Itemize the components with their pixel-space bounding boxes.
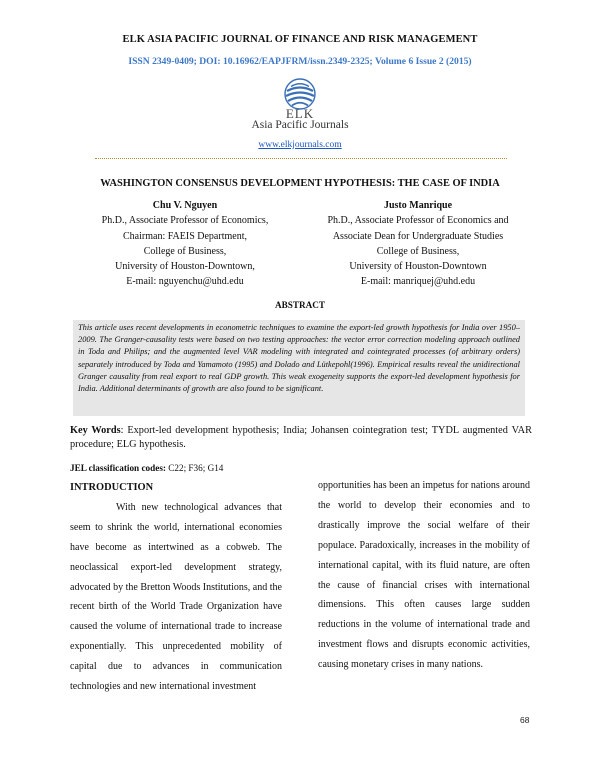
author-name: Justo Manrique [383,200,453,211]
jel-label: JEL classification codes: [70,463,166,473]
journal-title: ELK ASIA PACIFIC JOURNAL OF FINANCE AND RISK MANAGEMENT [122,34,478,45]
author-block-1 [65,198,305,290]
right-column [318,476,530,675]
author-affiliation-line: University of Houston-Downtown, [115,261,255,273]
author-email: E-mail: manriquej@uhd.edu [360,276,476,288]
author-affiliation-line: College of Business, [376,245,460,257]
intro-paragraph-right: opportunities has been an impetus for nations around the world to develop their economies and to drastically improve the social welfare of their populace. Paradoxically, increases in the mobility of international capital, with its fluid nature, are often the cause of financial crises with international dimensions. This often causes large sudden reductions in the volume of international trade and investment flows and disrupts economic activities, causing monetary crises in many nations. [318,480,530,671]
author-name: Chu V. Nguyen [152,200,218,211]
author-affiliation-line: Ph.D., Associate Professor of Economics, [101,215,269,227]
jel-codes [70,463,223,473]
introduction-heading: INTRODUCTION [70,482,154,493]
page-number: 68 [520,715,530,725]
issn-doi-line: ISSN 2349-0409; DOI: 10.16962/EAPJFRM/issn.2349-2325; Volume 6 Issue 2 (2015) [128,56,472,67]
keywords-text: : Export-led development hypothesis; India; Johansen cointegration test; TYDL augmented VAR procedure; ELG hypothesis. [70,425,532,450]
author-block-2 [298,198,538,290]
logo-elk-text: ELK [285,106,315,121]
author-email: E-mail: nguyenchu@uhd.edu [126,276,244,288]
paper-title: WASHINGTON CONSENSUS DEVELOPMENT HYPOTHESIS: THE CASE OF INDIA [100,178,500,189]
intro-paragraph-left: With new technological advances that seem to shrink the world, international economies have become as intertwined as a cobweb. The neoclassical export-led development strategy, advocated by the Bretton Woods Institutions, and the recent birth of the World Trade Organization have caused the volume of international trade to increase exponentially. This unprecedented mobility of capital due to advances in communication technologies and new international investment [70,501,282,693]
author-affiliation-line: College of Business, [143,245,227,257]
dotted-divider [95,158,507,159]
keywords-label: Key Words [70,425,121,436]
author-affiliation-line: Chairman: FAEIS Department, [123,230,247,242]
logo-subtitle: Asia Pacific Journals [251,119,349,131]
keywords [70,424,532,452]
website-link[interactable]: www.elkjournals.com [258,140,342,150]
left-column [70,478,282,697]
author-affiliation-line: Ph.D., Associate Professor of Economics and [327,215,509,227]
author-affiliation-line: University of Houston-Downtown [349,261,487,273]
abstract-text: This article uses recent developments in econometric techniques to examine the export-led growth hypothesis for India over 1950–2009. The Granger-causality tests were based on two testing approaches: the vector error correction modeling approach outlined in Toda and Philips; and the augmented level VAR modeling with integrated and cointegrated processes (of arbitrary orders) separately introduced by Toda and Yamamoto (1995) and Dolado and Lütkepohl(1996). Empirical results reveal the unidirectional Granger causality from real export to real GDP growth. This weak exogeneity supports the export-led development hypothesis for India. Additional determinants of growth are also found to be significant. [73,320,525,416]
abstract-heading: ABSTRACT [274,300,326,310]
author-affiliation-line: Associate Dean for Undergraduate Studies [332,230,504,242]
jel-values: C22; F36; G14 [165,463,224,473]
